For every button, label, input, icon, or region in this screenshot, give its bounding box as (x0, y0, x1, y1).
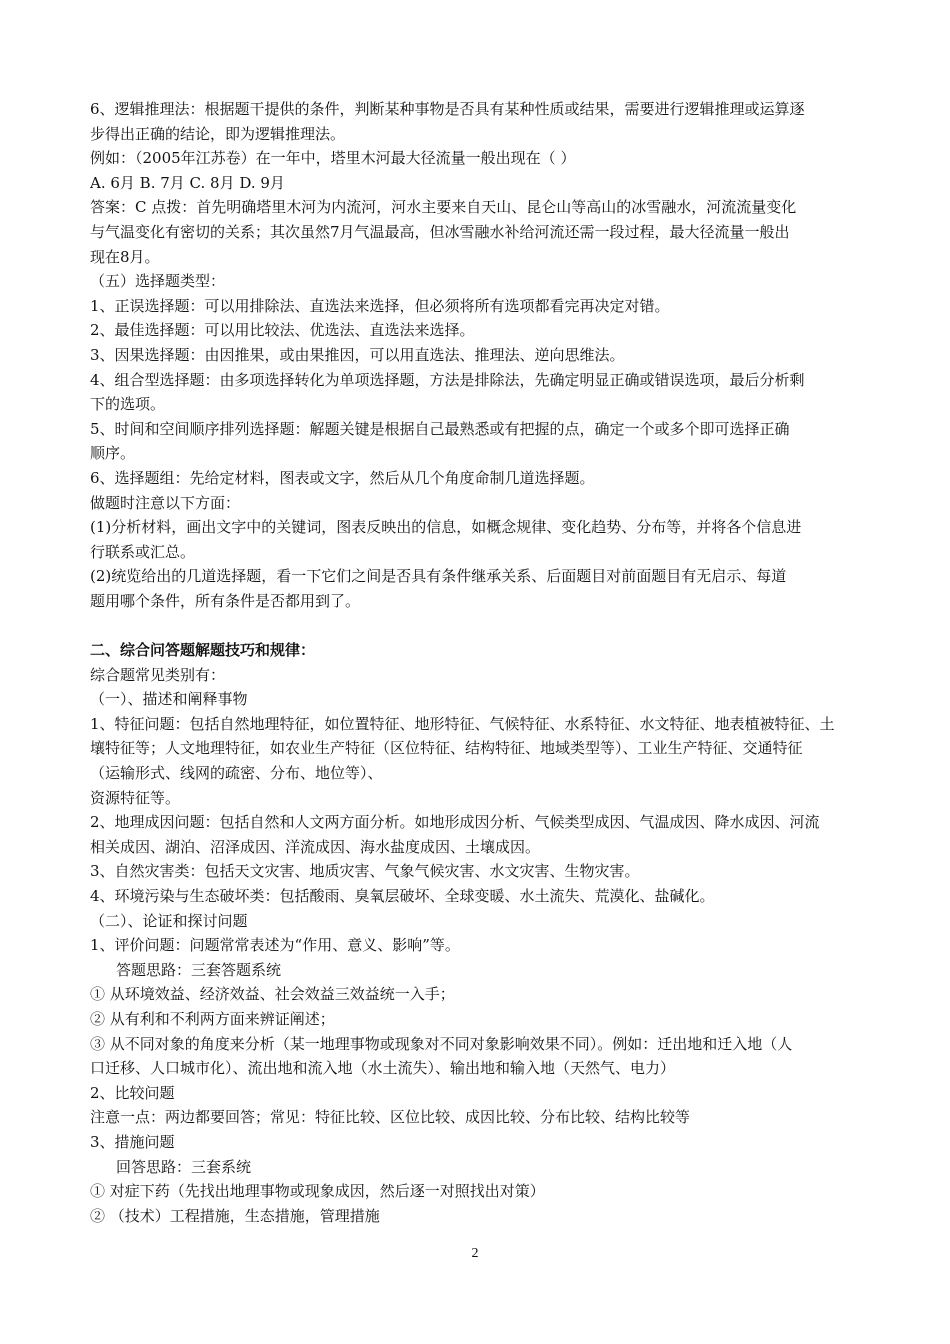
text-line: 例如：（2005年江苏卷）在一年中，塔里木河最大径流量一般出现在（ ） (90, 149, 576, 168)
paragraph-gap (90, 613, 870, 638)
text-line: 2、最佳选择题：可以用比较法、优选法、直选法来选择。 (90, 321, 475, 340)
text-line: 4、环境污染与生态破坏类：包括酸雨、臭氧层破坏、全球变暖、水土流失、荒漠化、盐碱化。 (90, 887, 715, 905)
text-line: 6、逻辑推理法：根据题干提供的条件，判断某种事物是否具有某种性质或结果，需要进行逻辑推理或运算逐 (90, 100, 805, 118)
text-line: 下的选项。 (90, 395, 166, 414)
text-line: ② 从有利和不利两方面来辨证阐述； (90, 1009, 335, 1028)
text-line: 回答思路：三套系统 (116, 1157, 252, 1176)
text-line: ② （技术）工程措施，生态措施，管理措施 (90, 1206, 380, 1225)
text-line: 现在8月。 (90, 247, 160, 266)
text-line: （五）选择题类型： (90, 272, 226, 291)
text-line: 答案：C 点拨：首先明确塔里木河为内流河，河水主要来自天山、昆仑山等高山的冰雪融水，河流流量变化 (90, 198, 797, 217)
text-line: （一）、描述和阐释事物 (90, 690, 248, 709)
text-line: 与气温变化有密切的关系；其次虽然7月气温最高，但冰雪融水补给河流还需一段过程，最大径流量一般出 (90, 222, 790, 241)
text-line: 1、正误选择题：可以用排除法、直选法来选择，但必须将所有选项都看完再决定对错。 (90, 296, 670, 315)
text-line: 步得出正确的结论，即为逻辑推理法。 (90, 124, 346, 143)
text-line: 1、特征问题：包括自然地理特征，如位置特征、地形特征、气候特征、水系特征、水文特征、地表植被特征、土 (90, 714, 835, 733)
text-line: （二）、论证和探讨问题 (90, 911, 248, 930)
text-line: 3、措施问题 (90, 1132, 175, 1151)
text-line: 3、因果选择题：由因推果，或由果推因，可以用直选法、推理法、逆向思维法。 (90, 345, 625, 364)
text-line: 5、时间和空间顺序排列选择题：解题关键是根据自己最熟悉或有把握的点，确定一个或多个即可选择正确 (90, 419, 790, 438)
text-line: 1、评价问题：问题常常表述为“作用、意义、影响”等。 (90, 936, 460, 955)
text-line: （运输形式、线网的疏密、分布、地位等）、 (90, 764, 383, 783)
text-line: 答题思路：三套答题系统 (116, 960, 282, 979)
text-line: A. 6月 B. 7月 C. 8月 D. 9月 (90, 173, 285, 192)
text-line: 题用哪个条件，所有条件是否都用到了。 (90, 591, 361, 610)
text-line: 顺序。 (90, 444, 136, 463)
text-line: ① 从环境效益、经济效益、社会效益三效益统一入手； (90, 985, 455, 1004)
text-line: 2、地理成因问题：包括自然和人文两方面分析。如地形成因分析、气候类型成因、气温成因、降水成因、河流 (90, 813, 820, 832)
text-line: 资源特征等。 (90, 788, 181, 807)
text-line: (2)统览给出的几道选择题，看一下它们之间是否具有条件继承关系、后面题目对前面题目有无启示、每道 (90, 567, 787, 586)
page-number: 2 (471, 1246, 479, 1261)
text-line: 壤特征等；人文地理特征，如农业生产特征（区位特征、结构特征、地域类型等）、工业生产特征、交通特征 (90, 739, 803, 758)
text-line: 综合题常见类别有： (90, 665, 226, 684)
text-line: 4、组合型选择题：由多项选择转化为单项选择题，方法是排除法，先确定明显正确或错误选项，最后分析剩 (90, 370, 805, 389)
text-line: (1)分析材料，画出文字中的关键词，图表反映出的信息，如概念规律、变化趋势、分布等，并将各个信息进 (90, 518, 802, 537)
text-line: 6、选择题组：先给定材料，图表或文字，然后从几个角度命制几道选择题。 (90, 468, 595, 487)
text-line: 行联系或汇总。 (90, 542, 196, 561)
text-line: 口迁移、人口城市化）、流出地和流入地（水土流失）、输出地和输入地（天然气、电力） (90, 1059, 676, 1078)
section-heading: 二、综合问答题解题技巧和规律： (90, 641, 316, 660)
text-line: ③ 从不同对象的角度来分析（某一地理事物或现象对不同对象影响效果不同）。例如：迁出地和迁入地（人 (90, 1034, 793, 1053)
text-line: 3、自然灾害类：包括天文灾害、地质灾害、气象气候灾害、水文灾害、生物灾害。 (90, 862, 640, 881)
text-line: ① 对症下药（先找出地理事物或现象成因，然后逐一对照找出对策） (90, 1182, 545, 1201)
document-page (90, 97, 870, 1228)
text-line: 注意一点：两边都要回答；常见：特征比较、区位比较、成因比较、分布比较、结构比较等 (90, 1108, 691, 1127)
text-line: 2、比较问题 (90, 1083, 175, 1102)
text-line: 相关成因、湖泊、沼泽成因、洋流成因、海水盐度成因、土壤成因。 (90, 837, 541, 856)
text-line: 做题时注意以下方面： (90, 493, 241, 512)
